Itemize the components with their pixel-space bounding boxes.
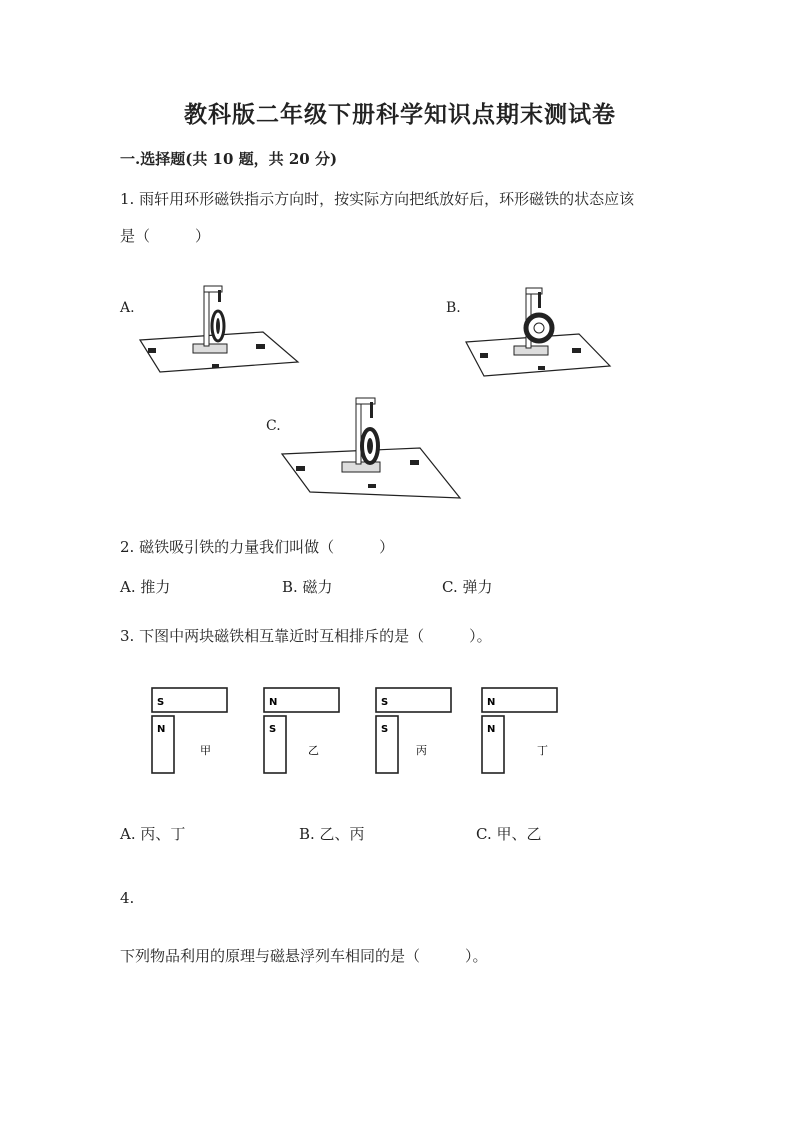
q3-option-a: A. 丙、丁 xyxy=(120,825,186,843)
magnet-jia-top-pole: S xyxy=(157,697,165,708)
q1-figure-b xyxy=(464,284,614,380)
section-heading: 一.选择题(共 10 题，共 20 分) xyxy=(120,150,338,168)
magnet-bing-name: 丙 xyxy=(416,744,427,757)
question-3-text: 3. 下图中两块磁铁相互靠近时互相排斥的是（ ）。 xyxy=(120,627,492,645)
magnet-yi-bottom-pole: S xyxy=(269,724,277,735)
question-1-line-2: 是（ ） xyxy=(120,227,211,245)
q2-option-b: B. 磁力 xyxy=(282,578,333,596)
question-4-number: 4. xyxy=(120,889,135,907)
magnet-ding-top-pole: N xyxy=(487,697,496,708)
magnet-pair-yi xyxy=(264,688,339,773)
magnet-pair-jia xyxy=(152,688,227,773)
page-title: 教科版二年级下册科学知识点期末测试卷 xyxy=(184,101,616,128)
q3-option-b: B. 乙、丙 xyxy=(299,825,365,843)
magnet-jia-name: 甲 xyxy=(200,744,211,757)
q3-magnet-figure xyxy=(150,686,560,776)
q2-option-c: C. 弹力 xyxy=(442,578,493,596)
magnet-bing-top-pole: S xyxy=(381,697,389,708)
q2-option-a: A. 推力 xyxy=(120,578,171,596)
magnet-yi-top-pole: N xyxy=(269,697,278,708)
magnet-pair-ding xyxy=(482,688,557,773)
magnet-bing-bottom-pole: S xyxy=(381,724,389,735)
magnet-pair-bing xyxy=(376,688,451,773)
q1-option-a-label: A. xyxy=(120,300,135,316)
question-4-text: 下列物品利用的原理与磁悬浮列车相同的是（ ）。 xyxy=(120,947,488,965)
q1-figure-a xyxy=(138,282,303,378)
q1-figure-c xyxy=(280,394,462,500)
magnet-jia-bottom-pole: N xyxy=(157,724,166,735)
question-2-text: 2. 磁铁吸引铁的力量我们叫做（ ） xyxy=(120,538,395,556)
magnet-yi-name: 乙 xyxy=(308,744,319,757)
q3-option-c: C. 甲、乙 xyxy=(476,825,542,843)
q1-option-c-label: C. xyxy=(266,418,281,434)
magnet-ding-name: 丁 xyxy=(537,744,548,757)
question-1-line-1: 1. 雨轩用环形磁铁指示方向时，按实际方向把纸放好后，环形磁铁的状态应该 xyxy=(120,190,635,208)
q1-option-b-label: B. xyxy=(446,300,461,316)
magnet-ding-bottom-pole: N xyxy=(487,724,496,735)
